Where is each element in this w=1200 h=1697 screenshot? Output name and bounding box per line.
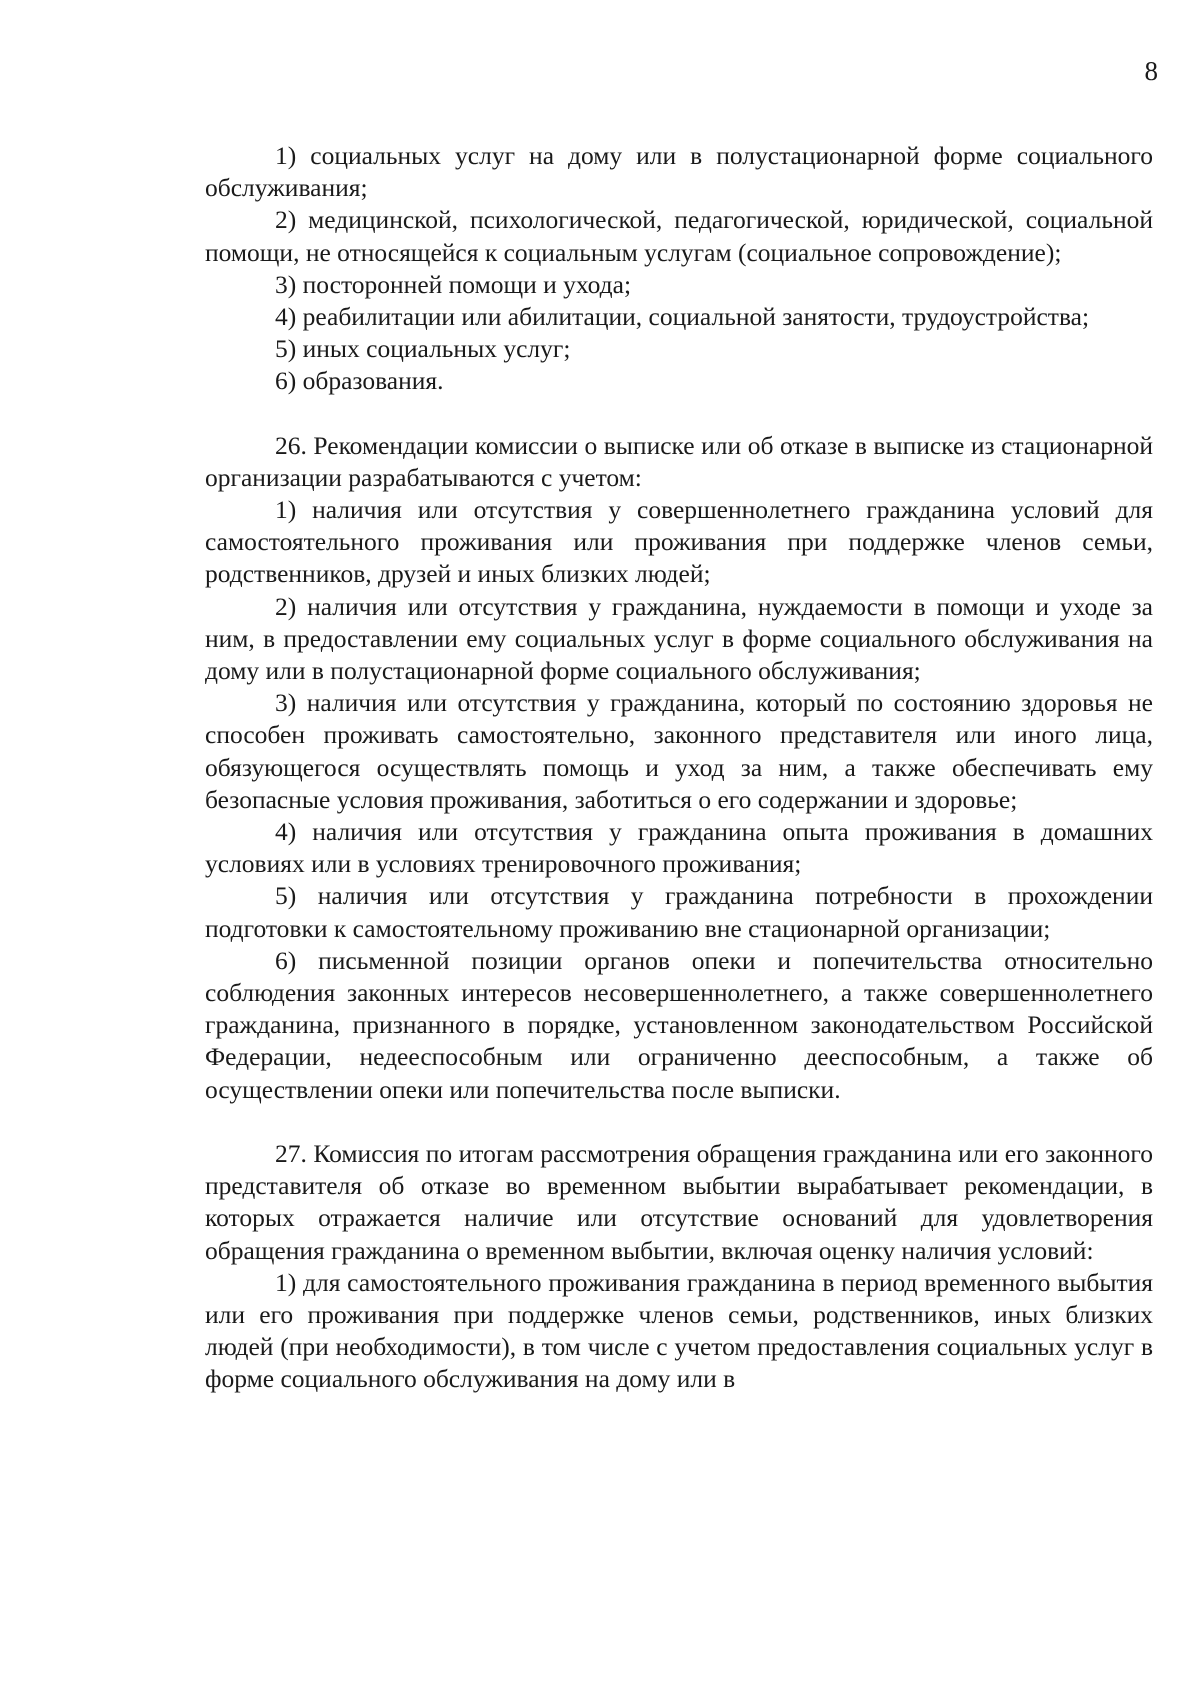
paragraph: 2) медицинской, психологической, педагогической, юридической, социальной помощи, не относящейся к социальным услугам (социальное сопровождение); xyxy=(205,205,1153,267)
paragraph: 1) наличия или отсутствия у совершеннолетнего гражданина условий для самостоятельного проживания или проживания при поддержке членов семьи, родственников, друзей и иных близких людей; xyxy=(205,495,1153,589)
paragraph: 5) наличия или отсутствия у гражданина потребности в прохождении подготовки к самостоятельному проживанию вне стационарной организации; xyxy=(205,881,1153,943)
paragraph: 1) для самостоятельного проживания гражданина в период временного выбытия или его проживания при поддержке членов семьи, родственников, иных близких людей (при необходимости), в том числе с учетом предоставления социальных услуг в форме социального обслуживания на дому или в xyxy=(205,1267,1153,1394)
paragraph: 2) наличия или отсутствия у гражданина, нуждаемости в помощи и уходе за ним, в предоставлении ему социальных услуг в форме социального обслуживания на дому или в полустационарной форме социального обслуживания; xyxy=(205,591,1153,686)
paragraph: 6) письменной позиции органов опеки и попечительства относительно соблюдения законных интересов несовершеннолетнего, а также совершеннолетнего гражданина, признанного в порядке, установленном законодательством Российской Федерации, недееспособным или ограниченно дееспособным, а также об осуществлении опеки или попечительства после выписки. xyxy=(205,945,1153,1104)
paragraph: 5) иных социальных услуг; xyxy=(275,334,571,364)
paragraph: 3) посторонней помощи и ухода; xyxy=(275,269,632,299)
paragraph: 1) социальных услуг на дому или в полустационарной форме социального обслуживания; xyxy=(205,141,1153,203)
paragraph: 3) наличия или отсутствия у гражданина, который по состоянию здоровья не способен проживать самостоятельно, законного представителя или иного лица, обязующегося осуществлять помощь и уход за ним, а также обеспечивать ему безопасные условия проживания, заботиться о его содержании и здоровье; xyxy=(205,688,1153,814)
paragraph: 4) реабилитации или абилитации, социальной занятости, трудоустройства; xyxy=(275,302,1090,332)
paragraph: 4) наличия или отсутствия у гражданина опыта проживания в домашних условиях или в условиях тренировочного проживания; xyxy=(205,817,1153,879)
paragraph: 27. Комиссия по итогам рассмотрения обращения гражданина или его законного представителя об отказе во временном выбытии вырабатывает рекомендации, в которых отражается наличие или отсутствие оснований для удовлетворения обращения гражданина о временном выбытии, включая оценку наличия условий: xyxy=(205,1138,1153,1265)
paragraph: 26. Рекомендации комиссии о выписке или об отказе в выписке из стационарной организации разрабатываются с учетом: xyxy=(205,430,1153,492)
page-number: 8 xyxy=(1144,56,1158,86)
document-body xyxy=(205,140,1153,1396)
paragraph: 6) образования. xyxy=(275,366,444,396)
